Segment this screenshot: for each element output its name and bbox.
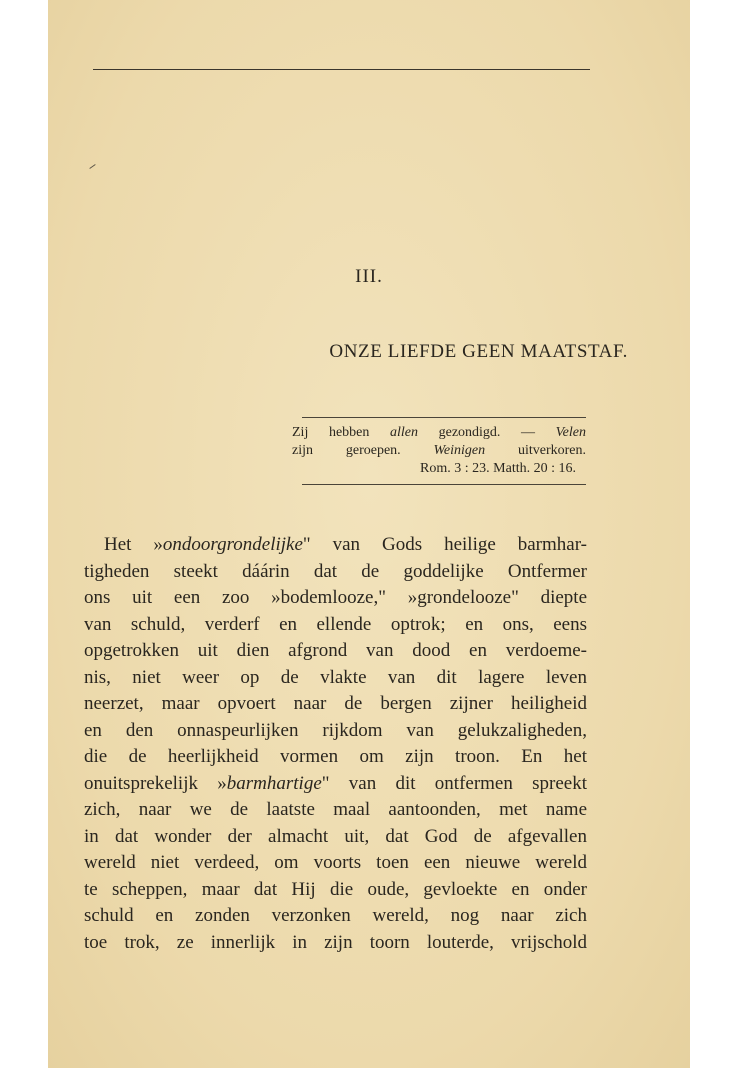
text-line: in dat wonder der almacht uit, dat God de afgevallen: [84, 825, 587, 847]
text-line: neerzet, maar opvoert naar de bergen zijner heiligheid: [84, 693, 587, 714]
book-page: [48, 0, 690, 1068]
epigraph-line: Zij hebben allen gezondigd. — Velen: [292, 425, 586, 440]
text-line: te scheppen, maar dat Hij die oude, gevloekte en onder: [84, 878, 587, 900]
epigraph-line: zijn geroepen. Weinigen uitverkoren.: [292, 443, 586, 458]
ink-mark: [89, 164, 95, 169]
epigraph: [292, 424, 586, 478]
top-rule: [93, 69, 590, 70]
text-line: ons uit een zoo »bodemlooze," »grondelooze" diepte: [84, 587, 587, 608]
epigraph-reference: Rom. 3 : 23. Matth. 20 : 16.: [420, 461, 576, 476]
text-line: wereld niet verdeed, om voorts toen een nieuwe wereld: [84, 852, 587, 873]
text-line: Het »ondoorgrondelijke" van Gods heilige barmhar-: [104, 534, 587, 555]
text-line: zich, naar we de laatste maal aantoonden, met name: [84, 799, 587, 820]
text-line: die de heerlijkheid vormen om zijn troon. En het: [84, 746, 587, 767]
body-text: [84, 532, 587, 956]
chapter-number: III.: [355, 266, 383, 287]
text-line: onuitsprekelijk »barmhartige" van dit ontfermen spreekt: [84, 772, 587, 794]
epigraph-rule-bottom: [302, 484, 586, 485]
text-line: toe trok, ze innerlijk in zijn toorn louterde, vrijschold: [84, 931, 587, 953]
epigraph-rule-top: [302, 417, 586, 418]
chapter-title: ONZE LIEFDE GEEN MAATSTAF.: [329, 341, 628, 362]
text-line: en den onnaspeurlijken rijkdom van gelukzaligheden,: [84, 719, 587, 741]
text-line: tigheden steekt dáárin dat de goddelijke Ontfermer: [84, 560, 587, 582]
text-line: nis, niet weer op de vlakte van dit lagere leven: [84, 666, 587, 688]
text-line: opgetrokken uit dien afgrond van dood en verdoeme-: [84, 640, 587, 661]
text-line: van schuld, verderf en ellende optrok; en ons, eens: [84, 613, 587, 635]
text-line: schuld en zonden verzonken wereld, nog naar zich: [84, 905, 587, 926]
